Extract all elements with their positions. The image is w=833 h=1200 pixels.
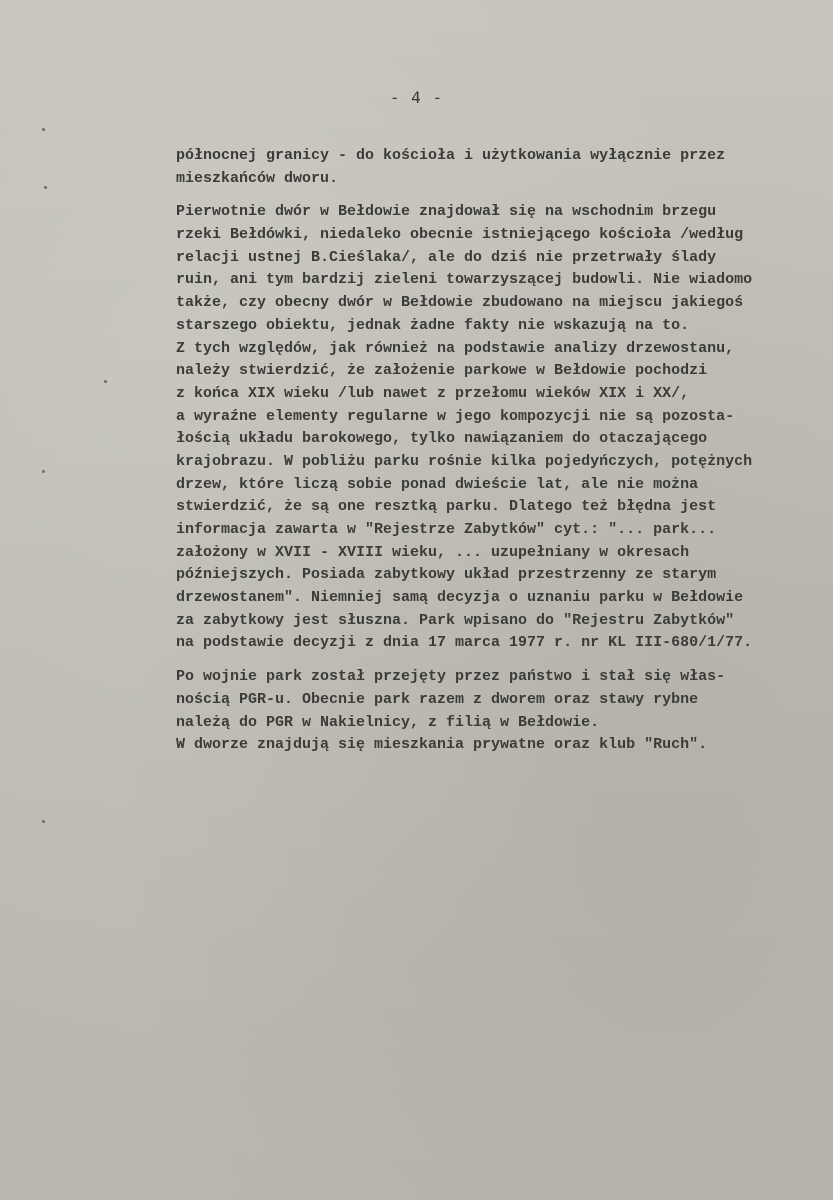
text-line: drzew, które liczą sobie ponad dwieście lat, ale nie można <box>176 475 699 493</box>
text-line: północnej granicy - do kościoła i użytkowania wyłącznie przez <box>176 147 726 164</box>
paper-speck <box>42 820 45 823</box>
text-line: należy stwierdzić, że założenie parkowe w Bełdowie pochodzi <box>176 362 708 380</box>
text-line: łością układu barokowego, tylko nawiązaniem do otaczającego <box>176 430 708 448</box>
text-line: informacja zawarta w "Rejestrze Zabytków" cyt.: "... park... <box>176 521 717 538</box>
page-number: - 4 - <box>389 88 444 107</box>
text-line: relacji ustnej B.Cieślaka/, ale do dziś nie przetrwały ślady <box>176 248 717 266</box>
text-line: z końca XIX wieku /lub nawet z przełomu wieków XIX i XX/, <box>176 384 690 402</box>
text-line: należą do PGR w Nakielnicy, z filią w Bełdowie. <box>176 713 600 731</box>
text-line: założony w XVII - XVIII wieku, ... uzupełniany w okresach <box>176 543 690 561</box>
text-line: Po wojnie park został przejęty przez państwo i stał się włas- <box>176 668 726 686</box>
text-line: krajobrazu. W pobliżu parku rośnie kilka pojedyńczych, potężnych <box>176 452 753 470</box>
text-line: za zabytkowy jest słuszna. Park wpisano do "Rejestru Zabytków" <box>176 611 735 629</box>
paper-speck <box>44 186 47 189</box>
text-line: nością PGR-u. Obecnie park razem z dworem oraz stawy rybne <box>176 690 699 708</box>
text-line: Pierwotnie dwór w Bełdowie znajdował się na wschodnim brzegu <box>176 203 717 221</box>
text-line: także, czy obecny dwór w Bełdowie zbudowano na miejscu jakiegoś <box>176 294 744 312</box>
paper-speck <box>42 470 45 473</box>
paper-speck <box>42 128 45 131</box>
document-body <box>176 145 826 757</box>
paragraph-1 <box>176 145 826 190</box>
text-line: a wyraźne elementy regularne w jego kompozycji nie są pozosta- <box>176 407 735 425</box>
paper-speck <box>104 380 107 383</box>
text-line: Z tych względów, jak również na podstawie analizy drzewostanu, <box>176 339 735 357</box>
text-line: W dworze znajdują się mieszkania prywatne oraz klub "Ruch". <box>176 736 708 754</box>
paragraph-2 <box>176 201 826 655</box>
text-line: drzewostanem". Niemniej samą decyzja o uznaniu parku w Bełdowie <box>176 589 744 607</box>
text-line: mieszkańców dworu. <box>176 169 339 187</box>
text-line: stwierdzić, że są one resztką parku. Dlatego też błędna jest <box>176 498 717 516</box>
text-line: ruin, ani tym bardzij zieleni towarzyszącej budowli. Nie wiadomo <box>176 271 753 289</box>
text-line: późniejszych. Posiada zabytkowy układ przestrzenny ze starym <box>176 566 717 584</box>
text-line: starszego obiektu, jednak żadne fakty nie wskazują na to. <box>176 316 690 334</box>
paragraph-3 <box>176 666 826 757</box>
text-line: na podstawie decyzji z dnia 17 marca 1977 r. nr KL III-680/1/77. <box>176 634 753 652</box>
text-line: rzeki Bełdówki, niedaleko obecnie istniejącego kościoła /według <box>176 226 744 244</box>
